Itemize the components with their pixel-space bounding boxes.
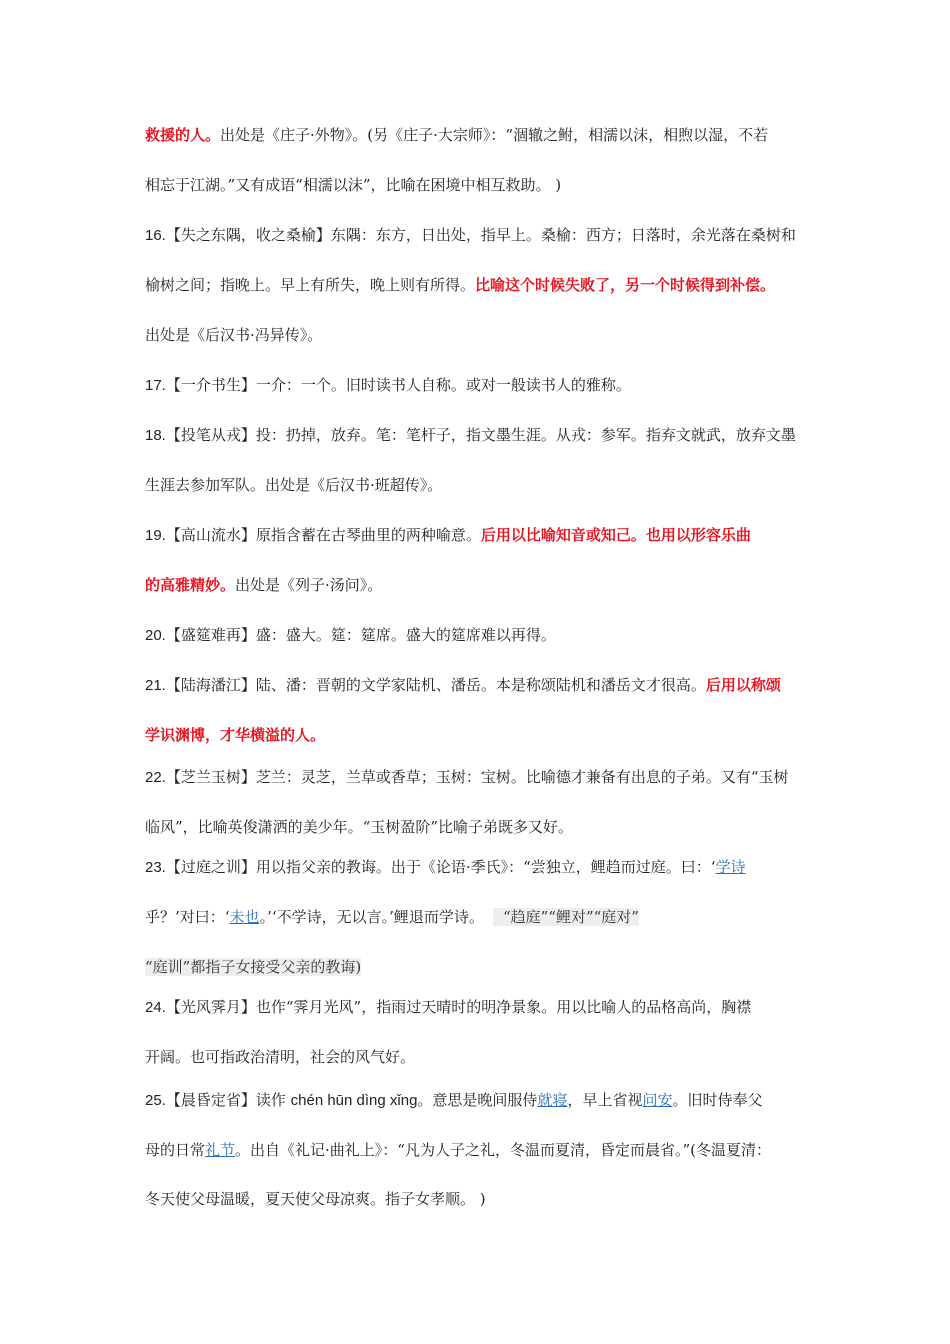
red-emphasis: 救援的人。 [145,126,221,144]
text-line [145,1089,815,1112]
text-run: 生涯去参加军队。出处是《后汉书·班超传》。 [145,476,443,494]
text-run: 出处是《后汉书·冯异传》。 [145,326,323,344]
entry-number: 17. [145,377,166,394]
text-line [145,624,815,647]
red-emphasis: 后用以称颂 [705,676,781,694]
text-run: 【过庭之训】用以指父亲的教诲。出于《论语·季氏》：“尝独立，鲤趋而过庭。曰：‘ [165,858,716,876]
text-run: 出处是《庄子·外物》。(另《庄子·大宗师》：“涸辙之鲋，相濡以沫，相煦以湿，不若 [220,126,769,144]
entry-number: 16. [145,227,166,244]
text-line [145,574,815,596]
text-run: 【陆海潘江】陆、潘：晋朝的文学家陆机、潘岳。本是称颂陆机和潘岳文才很高。 [165,676,706,694]
text-run: 母的日常 [145,1141,206,1159]
link-jiuqin[interactable]: 就寝 [537,1091,568,1109]
link-lijie[interactable]: 礼节 [205,1141,236,1159]
text-run: 【高山流水】原指含蓄在古琴曲里的两种喻意。 [165,526,481,544]
entry-number: 23. [145,859,166,876]
entry-number: 21. [145,677,166,694]
text-run: 相忘于江湖。”又有成语“相濡以沫”，比喻在困境中相互救助。 ) [145,176,562,194]
text-run: 【一介书生】一介：一个。旧时读书人自称。或对一般读书人的雅称。 [165,376,631,394]
red-emphasis: 学识渊博，才华横溢的人。 [145,726,326,744]
text-line [145,1188,815,1210]
text-line [145,474,815,496]
text-line [145,1139,815,1161]
text-line [145,906,815,928]
text-run: 。’‘不学诗，无以言。’鲤退而学诗。 [259,908,494,926]
text-run: 出处是《列子·汤问》。 [235,576,383,594]
red-emphasis: 后用以比喻知音或知己。也用以形容乐曲 [480,526,751,544]
text-run: 。出自《礼记·曲礼上》：“凡为人子之礼，冬温而夏清，昏定而晨省。”(冬温夏清： [235,1141,771,1159]
text-line [145,224,815,247]
text-run: ，早上省视 [567,1091,643,1109]
text-run: 榆树之间；指晚上。早上有所失，晚上则有所得。 [145,276,476,294]
text-line [145,374,815,397]
red-emphasis: 的高雅精妙。 [145,576,236,594]
text-line [145,424,815,447]
text-line [145,856,815,879]
entry-number: 19. [145,527,166,544]
text-run: 【投笔从戎】投：扔掉，放弃。笔：笔杆子，指文墨生涯。从戎：参军。指弃文就武，放弃文墨 [165,426,796,444]
text-line [145,324,815,346]
text-line [145,996,815,1019]
gray-highlight: “庭训”都指子女接受父亲的教诲) [145,958,362,976]
text-line [145,956,815,978]
entry-number: 20. [145,627,166,644]
entry-number: 18. [145,427,166,444]
text-run: 【失之东隅，收之桑榆】东隅：东方，日出处，指早上。桑榆：西方；日落时，余光落在桑树和 [165,226,796,244]
text-run: 。意思是晚间服侍 [417,1091,538,1109]
text-run: 。旧时侍奉父 [672,1091,763,1109]
red-emphasis: 比喻这个时候失败了，另一个时候得到补偿。 [475,276,776,294]
entry-number: 25. [145,1092,166,1109]
text-line [145,724,815,746]
text-run: 开阔。也可指政治清明，社会的风气好。 [145,1048,416,1066]
text-line [145,174,815,196]
text-run: 【盛筵难再】盛：盛大。筵：筵席。盛大的筵席难以再得。 [165,626,556,644]
text-line [145,766,815,789]
entry-number: 24. [145,999,166,1016]
entry-number: 22. [145,769,166,786]
text-line [145,124,815,146]
text-line [145,274,815,296]
text-line [145,816,815,838]
text-line [145,674,815,697]
text-run: 【光风霁月】也作“霁月光风”，指雨过天晴时的明净景象。用以比喻人的品格高尚，胸襟 [165,998,752,1016]
text-run: 乎？’对曰：‘ [145,908,230,926]
text-run: 【芝兰玉树】芝兰：灵芝，兰草或香草；玉树：宝树。比喻德才兼备有出息的子弟。又有“玉树 [165,768,789,786]
text-line [145,524,815,547]
link-weiye[interactable]: 未也 [229,908,260,926]
pinyin: chén hūn dìng xǐng [290,1092,418,1109]
text-run: 临风”，比喻英俊潇洒的美少年。“玉树盈阶”比喻子弟既多又好。 [145,818,574,836]
text-line [145,1046,815,1068]
text-run: 【晨昏定省】读作 [165,1091,291,1109]
link-xueshi[interactable]: 学诗 [715,858,746,876]
link-wenan[interactable]: 问安 [642,1091,673,1109]
gray-highlight: “趋庭”“鲤对”“庭对” [493,908,639,926]
text-run: 冬天使父母温暖，夏天使父母凉爽。指子女孝顺。 ) [145,1190,486,1208]
